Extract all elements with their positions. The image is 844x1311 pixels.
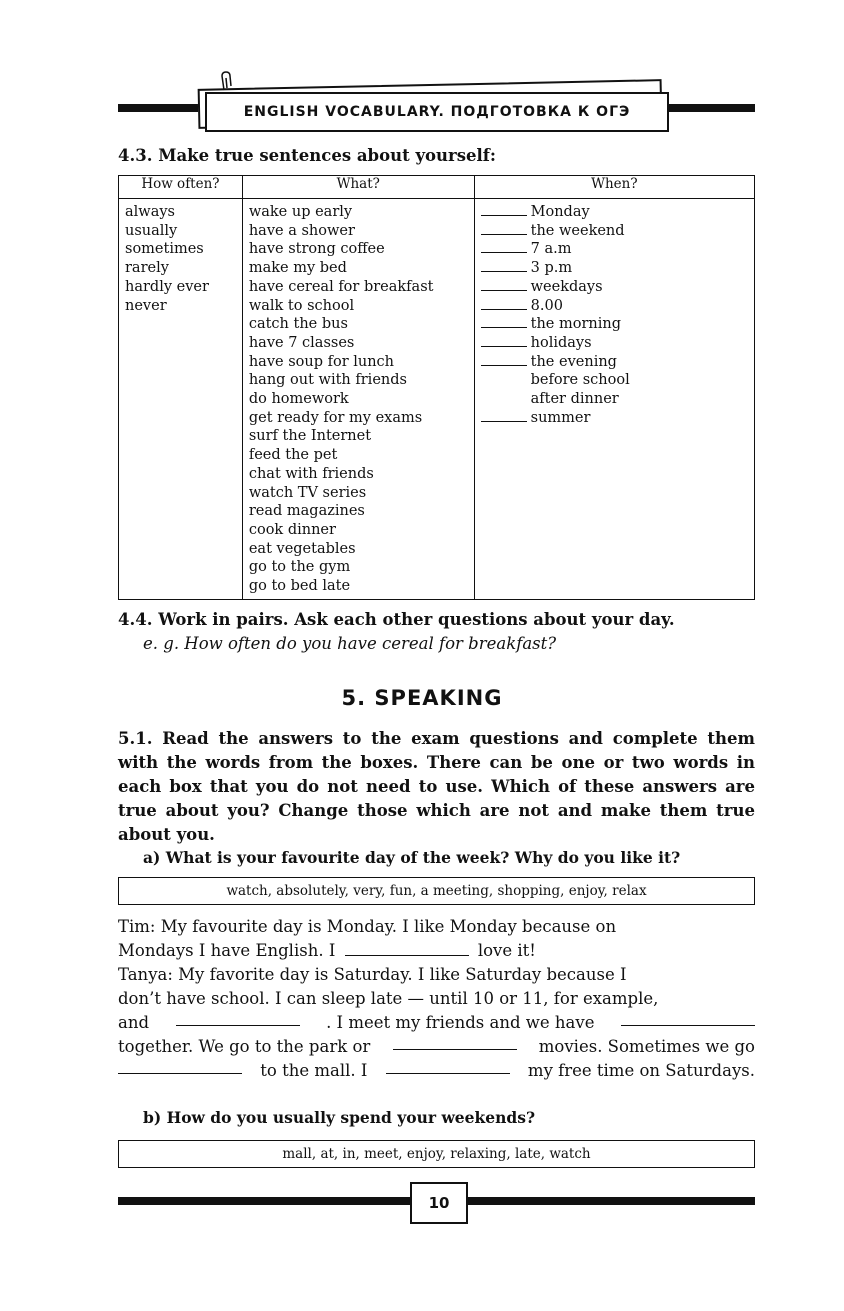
exercise-5-1-instructions: 5.1. Read the answers to the exam questions and complete them with the words from the boxes. There can be one or two words in each box that you do not need to use. Which of these answers are true about you? Change those which are not and make them true about you. (118, 729, 755, 844)
dialogue-line: together. We go to the park or movies. Sometimes we go (118, 1037, 755, 1056)
dialogue-line: to the mall. I my free time on Saturdays. (118, 1059, 755, 1083)
frequency-item: sometimes (125, 241, 204, 258)
frequency-item: hardly ever (125, 278, 209, 295)
speaker-tanya: Tanya: (118, 965, 173, 984)
answer-blank[interactable] (176, 1011, 300, 1026)
activity-item: eat vegetables (248, 540, 356, 557)
word-box-b: mall, at, in, meet, enjoy, relaxing, late, watch (118, 1140, 755, 1168)
time-item: holidays (481, 334, 748, 353)
answer-blank[interactable] (481, 222, 527, 235)
exercise-4-4-title: 4.4. Work in pairs. Ask each other questions about your day. (118, 610, 675, 629)
answer-blank[interactable] (481, 372, 527, 384)
when-list (474, 199, 754, 600)
dialogue-text (118, 915, 755, 1083)
answer-blank[interactable] (621, 1011, 755, 1026)
time-item: the weekend (481, 222, 748, 241)
vocabulary-table (118, 175, 755, 600)
footer-rule-left (118, 1197, 412, 1205)
what-list (242, 199, 474, 600)
header-rule-left (118, 104, 208, 112)
time-item: 3 p.m (481, 259, 748, 278)
frequency-item: usually (125, 222, 178, 239)
page-number: 10 (410, 1182, 468, 1224)
column-header-when: When? (474, 176, 754, 199)
column-header-what: What? (242, 176, 474, 199)
paperclip-icon (218, 70, 238, 92)
activity-item: watch TV series (248, 484, 367, 501)
activity-item: get ready for my exams (248, 409, 423, 426)
question-b: b) How do you usually spend your weekends? (143, 1108, 536, 1127)
dialogue-line: don’t have school. I can sleep late — until 10 or 11, for example, (118, 989, 659, 1008)
answer-blank[interactable] (393, 1035, 517, 1050)
exercise-4-4-example: e. g. How often do you have cereal for breakfast? (143, 634, 557, 653)
speaker-tim: Tim: (118, 917, 156, 936)
time-item: after dinner (481, 390, 748, 409)
answer-blank[interactable] (481, 353, 527, 366)
time-item: summer (481, 409, 748, 428)
activity-item: have strong coffee (248, 241, 385, 258)
answer-blank[interactable] (481, 334, 527, 347)
activity-item: walk to school (248, 297, 355, 314)
answer-blank[interactable] (481, 203, 527, 216)
time-item: 8.00 (481, 297, 748, 316)
answer-blank[interactable] (481, 315, 527, 328)
activity-item: feed the pet (248, 447, 338, 464)
activity-item: chat with friends (248, 465, 374, 482)
question-a: a) What is your favourite day of the week? Why do you like it? (143, 848, 681, 867)
answer-blank[interactable] (481, 391, 527, 403)
section-title-speaking: 5. SPEAKING (341, 686, 503, 710)
answer-blank[interactable] (386, 1059, 510, 1074)
time-item: the evening (481, 353, 748, 372)
activity-item: surf the Internet (248, 428, 372, 445)
header-rule-right (662, 104, 755, 112)
frequency-item: rarely (125, 260, 169, 277)
activity-item: cook dinner (248, 521, 336, 538)
frequency-item: always (125, 204, 175, 220)
dialogue-line: Tanya: My favorite day is Saturday. I like Saturday because I (118, 965, 627, 984)
activity-item: have soup for lunch (248, 353, 395, 370)
page-header-title: ENGLISH VOCABULARY. ПОДГОТОВКА К ОГЭ (205, 92, 669, 132)
exercise-4-3-title: 4.3. Make true sentences about yourself: (118, 146, 496, 165)
dialogue-line: and . I meet my friends and we have (118, 1011, 755, 1035)
answer-blank[interactable] (345, 941, 469, 956)
answer-blank[interactable] (481, 278, 527, 291)
activity-item: have a shower (248, 222, 355, 239)
activity-item: read magazines (248, 503, 365, 520)
dialogue-line: Tim: My favourite day is Monday. I like Monday because on (118, 917, 617, 936)
activity-item: go to the gym (248, 559, 351, 576)
activity-item: go to bed late (248, 578, 351, 595)
activity-item: have cereal for breakfast (248, 278, 434, 295)
answer-blank[interactable] (118, 1059, 242, 1074)
time-item: weekdays (481, 278, 748, 297)
answer-blank[interactable] (481, 297, 527, 310)
activity-item: do homework (248, 391, 349, 408)
time-item: Monday (481, 203, 748, 222)
answer-blank[interactable] (481, 240, 527, 253)
dialogue-line: Mondays I have English. I love it! (118, 941, 536, 960)
time-item: 7 a.m (481, 240, 748, 259)
answer-blank[interactable] (481, 259, 527, 272)
activity-item: wake up early (248, 204, 353, 220)
activity-item: have 7 classes (248, 334, 355, 351)
frequency-item: never (125, 297, 167, 314)
activity-item: make my bed (248, 260, 347, 277)
word-box-a: watch, absolutely, very, fun, a meeting, shopping, enjoy, relax (118, 877, 755, 905)
time-item: before school (481, 371, 748, 390)
answer-blank[interactable] (481, 409, 527, 422)
how-often-list (119, 199, 243, 600)
footer-rule-right (462, 1197, 755, 1205)
time-item: the morning (481, 315, 748, 334)
column-header-how-often: How often? (119, 176, 243, 199)
activity-item: hang out with friends (248, 372, 407, 389)
activity-item: catch the bus (248, 316, 348, 333)
